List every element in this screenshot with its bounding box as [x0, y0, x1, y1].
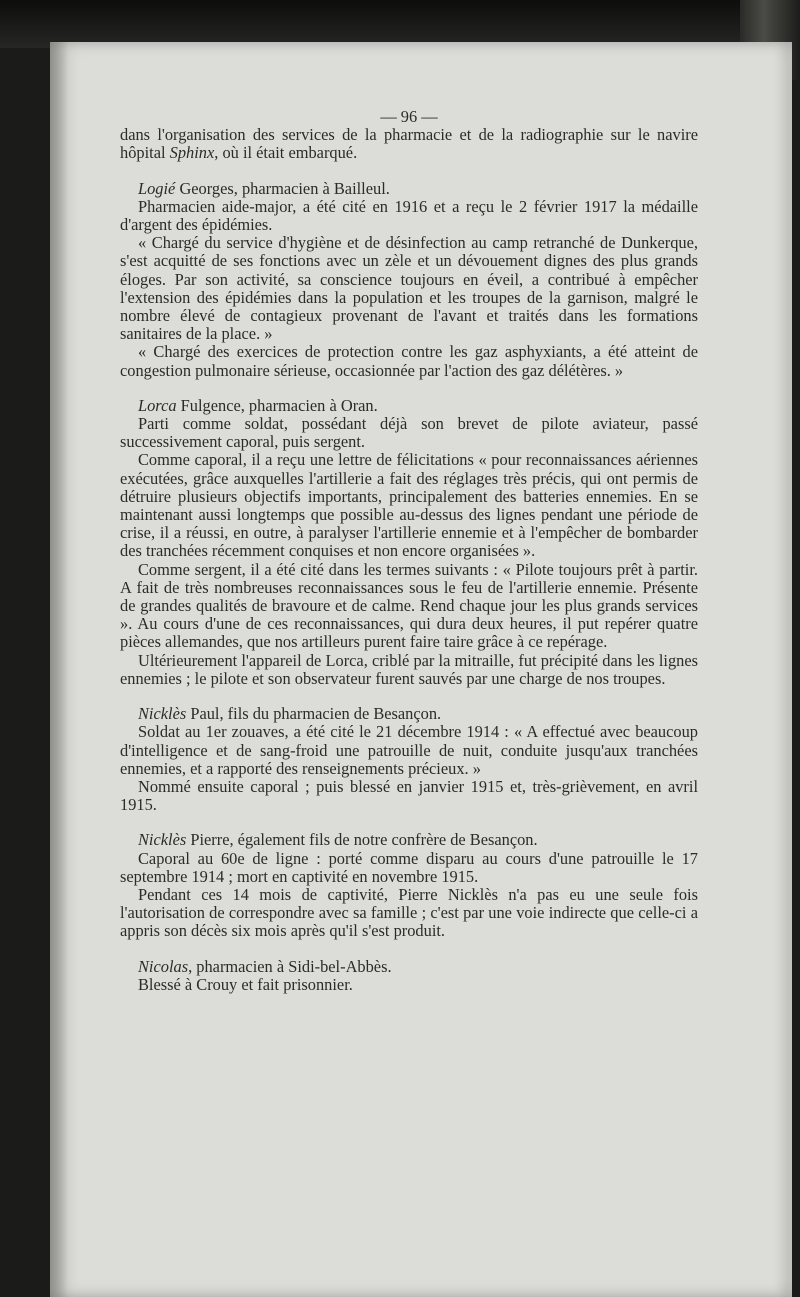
page-number: — 96 — — [380, 107, 438, 126]
entry-name: Nicklès — [138, 830, 187, 850]
intro-text: dans l'organisation des services de la pharmacie et de la radiographie sur le navire hôpital — [120, 125, 698, 163]
entry-paragraph: Blessé à Crouy et fait prisonnier. — [138, 974, 353, 994]
entry-paragraph: Caporal au 60e de ligne : porté comme disparu au cours d'une patrouille le 17 septembre 1914 ; mort en captivité en novembre 1915. — [120, 848, 698, 886]
intro-tail: , où il était embarqué. — [214, 143, 358, 163]
entry-heading-rest: Paul, fils du pharmacien de Besançon. — [186, 704, 442, 724]
entry-name: Nicklès — [138, 704, 187, 724]
entry-paragraph: Comme sergent, il a été cité dans les termes suivants : « Pilote toujours prêt à partir. A fait de très nombreuses reconnaissances sous le feu de l'artillerie ennemie. Présente de grandes qualités de bravoure et de calme. Rend chaque jour les plus grands services ». Au cours d'une de ces reconnaissances, qui dura deux heures, il put repérer quatre pièces allemandes, que nos artilleurs purent faire taire grâce à ce repérage. — [120, 559, 698, 652]
entry-heading-rest: Georges, pharmacien à Bailleul. — [175, 178, 390, 198]
entry-heading — [120, 958, 698, 976]
entry-paragraph: « Chargé des exercices de protection contre les gaz asphyxiants, a été atteint de congestion pulmonaire sérieuse, occasionnée par l'action des gaz délétères. » — [120, 342, 698, 380]
entry-paragraph: Ultérieurement l'appareil de Lorca, criblé par la mitraille, fut précipité dans les lignes ennemies ; le pilote et son observateur furent sauvés par une charge de nos troupes. — [120, 650, 698, 688]
ship-name: Sphinx — [169, 143, 215, 163]
entry-logie — [120, 180, 698, 380]
scan-background — [0, 0, 800, 48]
entry-heading-rest: , pharmacien à Sidi-bel-Abbès. — [188, 956, 392, 976]
entry-heading — [120, 831, 698, 849]
entry-paragraph: Parti comme soldat, possédant déjà son brevet de pilote aviateur, passé successivement caporal, puis sergent. — [120, 414, 698, 452]
entry-heading-rest: Fulgence, pharmacien à Oran. — [176, 395, 378, 415]
entry-lorca — [120, 397, 698, 688]
entry-heading — [120, 705, 698, 723]
entry-name: Nicolas — [138, 956, 189, 976]
entry-name: Logié — [138, 178, 176, 198]
entry-paragraph: Pendant ces 14 mois de captivité, Pierre Nicklès n'a pas eu une seule fois l'autorisation de correspondre avec sa famille ; c'est par une voie indirecte que celle-ci a appris son décès six mois après qu'il s'est produit. — [120, 884, 698, 941]
entry-paragraph: « Chargé du service d'hygiène et de désinfection au camp retranché de Dunkerque, s'est acquitté de ses fonctions avec un zèle et un dévouement dignes des plus grands éloges. Par son activité, sa conscience toujours en éveil, a contribué à empêcher l'extension des épidémies dans la population et les troupes de la garnison, malgré le nombre élevé de contagieux provenant de l'avant et traités dans les formations sanitaires de la place. » — [120, 233, 698, 344]
entry-nickles-paul — [120, 705, 698, 814]
entry-paragraph: Pharmacien aide-major, a été cité en 1916 et a reçu le 2 février 1917 la médaille d'argent des épidémies. — [120, 196, 698, 235]
entry-paragraph: Nommé ensuite caporal ; puis blessé en janvier 1915 et, très-grièvement, en avril 1915. — [120, 776, 698, 815]
entry-heading — [120, 397, 698, 415]
entry-heading-rest: Pierre, également fils de notre confrère de Besançon. — [186, 830, 538, 850]
page-text — [120, 108, 698, 994]
entry-paragraph: Comme caporal, il a reçu une lettre de félicitations « pour reconnaissances aériennes exécutées, grâce auxquelles l'artillerie a fait des réglages très précis, qui ont permis de détruire plusieurs objectifs importants, principalement des batteries ennemies. En se maintenant aussi longtemps que possible au-dessus des lignes pendant une période de crise, il a réussi, en outre, à paralyser l'artillerie ennemie et à l'empêcher de bombarder des tranchées récemment conquises et non encore organisées ». — [120, 450, 698, 561]
entry-heading — [120, 180, 698, 198]
intro-paragraph — [120, 126, 698, 162]
entry-name: Lorca — [138, 395, 177, 415]
entry-nicolas — [120, 958, 698, 994]
entry-paragraph: Soldat au 1er zouaves, a été cité le 21 décembre 1914 : « A effectué avec beaucoup d'intelligence et de sang-froid une patrouille de nuit, conduite jusqu'aux tranchées ennemies, et a rapporté des renseignements précieux. » — [120, 722, 698, 778]
entry-nickles-pierre — [120, 831, 698, 940]
